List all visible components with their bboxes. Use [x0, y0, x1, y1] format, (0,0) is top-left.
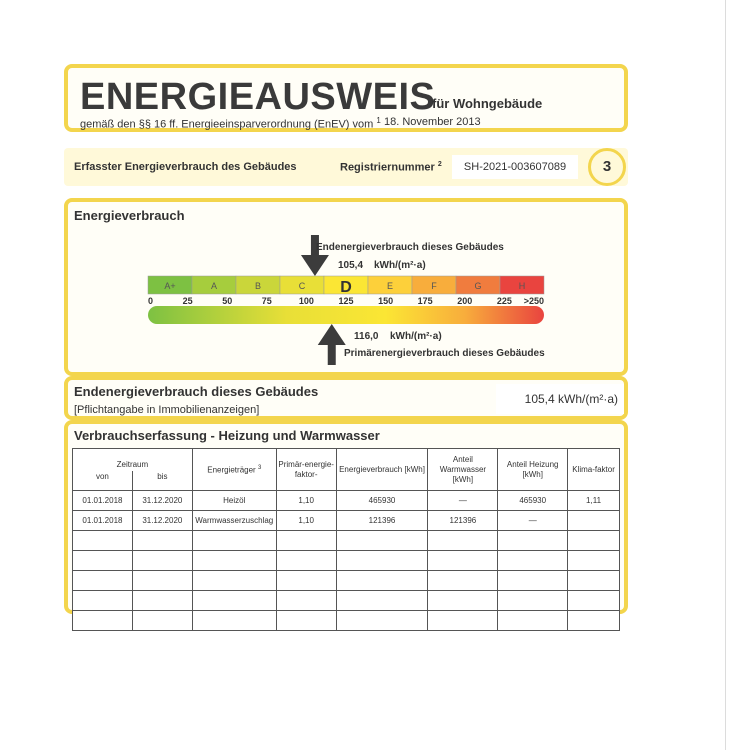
empty-table-cell — [132, 611, 192, 631]
table-cell-from: 01.01.2018 — [73, 491, 133, 511]
empty-table-cell — [276, 571, 336, 591]
primary-energy-arrow-label: Primärenergieverbrauch dieses Gebäudes — [344, 348, 545, 359]
empty-table-cell — [276, 611, 336, 631]
regulation-footnote: 1 — [376, 116, 381, 125]
scale-tick-label: >250 — [523, 296, 544, 306]
empty-table-cell — [428, 531, 498, 551]
empty-table-cell — [568, 591, 620, 611]
energy-class-label: A — [210, 281, 218, 291]
carrier-header-text: Energieträger — [207, 465, 256, 475]
empty-table-cell — [192, 531, 276, 551]
empty-table-cell — [276, 531, 336, 551]
table-cell-factor: 1,10 — [276, 491, 336, 511]
scale-tick-label: 200 — [457, 296, 473, 306]
table-cell-carrier: Heizöl — [192, 491, 276, 511]
period-header: Zeitraum — [73, 449, 193, 471]
empty-table-cell — [336, 571, 428, 591]
empty-table-row — [73, 531, 620, 551]
to-header: bis — [132, 471, 192, 491]
energy-class-label: D — [340, 279, 352, 296]
end-energy-arrow-value: 105,4 — [338, 260, 364, 271]
empty-table-cell — [568, 611, 620, 631]
end-energy-value: 105,4 kWh/(m²·a) — [496, 384, 624, 414]
empty-table-cell — [428, 551, 498, 571]
empty-table-cell — [336, 551, 428, 571]
empty-table-row — [73, 591, 620, 611]
consumption-section — [64, 420, 628, 614]
empty-table-cell — [276, 551, 336, 571]
end-energy-title: Endenergieverbrauch dieses Gebäudes — [74, 384, 319, 399]
page-number-badge: 3 — [588, 148, 626, 186]
warm-water-header: Anteil Warmwasser [kWh] — [428, 449, 498, 491]
scale-tick-label: 225 — [496, 296, 512, 306]
consumption-table — [72, 448, 620, 631]
registration-number-footnote: 2 — [437, 161, 442, 168]
consumption-header: Energieverbrauch [kWh] — [336, 449, 428, 491]
scale-tick-label: 100 — [298, 296, 314, 306]
regulation-text: gemäß den §§ 16 ff. Energieeinsparverordnung (EnEV) vom — [80, 118, 374, 131]
empty-table-cell — [276, 591, 336, 611]
regulation-line — [80, 116, 381, 131]
empty-table-cell — [132, 591, 192, 611]
empty-table-cell — [132, 551, 192, 571]
scale-tick-label: 75 — [261, 296, 272, 306]
scale-tick-label: 25 — [182, 296, 193, 306]
climate-header: Klima-faktor — [568, 449, 620, 491]
energy-class-label: G — [474, 281, 482, 291]
energy-class-label: E — [386, 281, 394, 291]
energy-class-label: F — [431, 281, 437, 291]
table-cell-consumption: 465930 — [336, 491, 428, 511]
empty-table-cell — [132, 571, 192, 591]
empty-table-cell — [336, 591, 428, 611]
table-cell-carrier: Warmwasserzuschlag — [192, 511, 276, 531]
empty-table-cell — [428, 571, 498, 591]
scale-tick-label: 150 — [378, 296, 394, 306]
table-cell-warm-water: 121396 — [428, 511, 498, 531]
empty-table-cell — [73, 531, 133, 551]
energy-scale-graphic — [68, 202, 624, 372]
registration-number-label-text: Registriernummer — [340, 161, 435, 174]
page-edge — [725, 0, 726, 750]
scale-tick-label: 0 — [148, 296, 154, 306]
empty-table-row — [73, 551, 620, 571]
table-cell-from: 01.01.2018 — [73, 511, 133, 531]
primary-energy-arrow-unit: kWh/(m²·a) — [390, 331, 442, 342]
primary-factor-header: Primär-energie-faktor- — [276, 449, 336, 491]
registration-number-label — [340, 161, 442, 174]
section-label: Erfasster Energieverbrauch des Gebäudes — [74, 161, 297, 173]
gradient-bar — [148, 306, 544, 324]
table-cell-warm-water: — — [428, 491, 498, 511]
table-cell-to: 31.12.2020 — [132, 491, 192, 511]
empty-table-cell — [498, 591, 568, 611]
scale-tick-label: 125 — [338, 296, 354, 306]
end-energy-arrow-unit: kWh/(m²·a) — [374, 260, 426, 271]
empty-table-cell — [192, 571, 276, 591]
empty-table-cell — [336, 531, 428, 551]
table-cell-climate — [568, 511, 620, 531]
energy-scale-heading: Energieverbrauch — [74, 208, 185, 223]
empty-table-cell — [498, 611, 568, 631]
certificate-title: ENERGIEAUSWEIS — [80, 76, 436, 118]
empty-table-cell — [498, 571, 568, 591]
empty-table-cell — [73, 611, 133, 631]
end-energy-section — [64, 376, 628, 420]
energy-class-label: B — [254, 281, 262, 291]
scale-tick-label: 175 — [417, 296, 433, 306]
empty-table-cell — [568, 551, 620, 571]
empty-table-cell — [428, 591, 498, 611]
energy-scale-section — [64, 198, 628, 376]
empty-table-cell — [428, 611, 498, 631]
carrier-header — [192, 449, 276, 491]
empty-table-cell — [336, 611, 428, 631]
empty-table-cell — [73, 551, 133, 571]
empty-table-cell — [568, 571, 620, 591]
table-cell-to: 31.12.2020 — [132, 511, 192, 531]
table-row — [73, 511, 620, 531]
energy-class-label: C — [298, 281, 306, 291]
end-energy-arrow-label: Endenergieverbrauch dieses Gebäudes — [316, 242, 504, 253]
from-header: von — [73, 471, 133, 491]
empty-table-cell — [498, 551, 568, 571]
empty-table-cell — [132, 531, 192, 551]
table-cell-climate: 1,11 — [568, 491, 620, 511]
empty-table-cell — [568, 531, 620, 551]
empty-table-cell — [498, 531, 568, 551]
heating-header: Anteil Heizung [kWh] — [498, 449, 568, 491]
table-cell-consumption: 121396 — [336, 511, 428, 531]
empty-table-cell — [73, 591, 133, 611]
table-cell-heating: — — [498, 511, 568, 531]
consumption-title: Verbrauchserfassung - Heizung und Warmwasser — [74, 428, 380, 443]
empty-table-row — [73, 571, 620, 591]
table-cell-factor: 1,10 — [276, 511, 336, 531]
empty-table-cell — [192, 551, 276, 571]
energy-class-label: H — [518, 281, 526, 291]
energy-class-label: A+ — [164, 281, 176, 291]
registration-row — [64, 148, 628, 186]
empty-table-cell — [192, 591, 276, 611]
end-energy-subtitle: [Pflichtangabe in Immobilienanzeigen] — [74, 404, 260, 416]
carrier-footnote: 3 — [257, 465, 262, 472]
registration-number: SH-2021-003607089 — [452, 155, 578, 179]
table-row — [73, 491, 620, 511]
table-cell-heating: 465930 — [498, 491, 568, 511]
empty-table-row — [73, 611, 620, 631]
primary-energy-arrow — [318, 324, 346, 365]
empty-table-cell — [73, 571, 133, 591]
scale-tick-label: 50 — [222, 296, 233, 306]
certificate-subtitle: für Wohngebäude — [432, 96, 543, 111]
certificate-header — [64, 64, 628, 132]
primary-energy-arrow-value: 116,0 — [354, 331, 379, 342]
empty-table-cell — [192, 611, 276, 631]
regulation-date: 18. November 2013 — [384, 116, 481, 128]
